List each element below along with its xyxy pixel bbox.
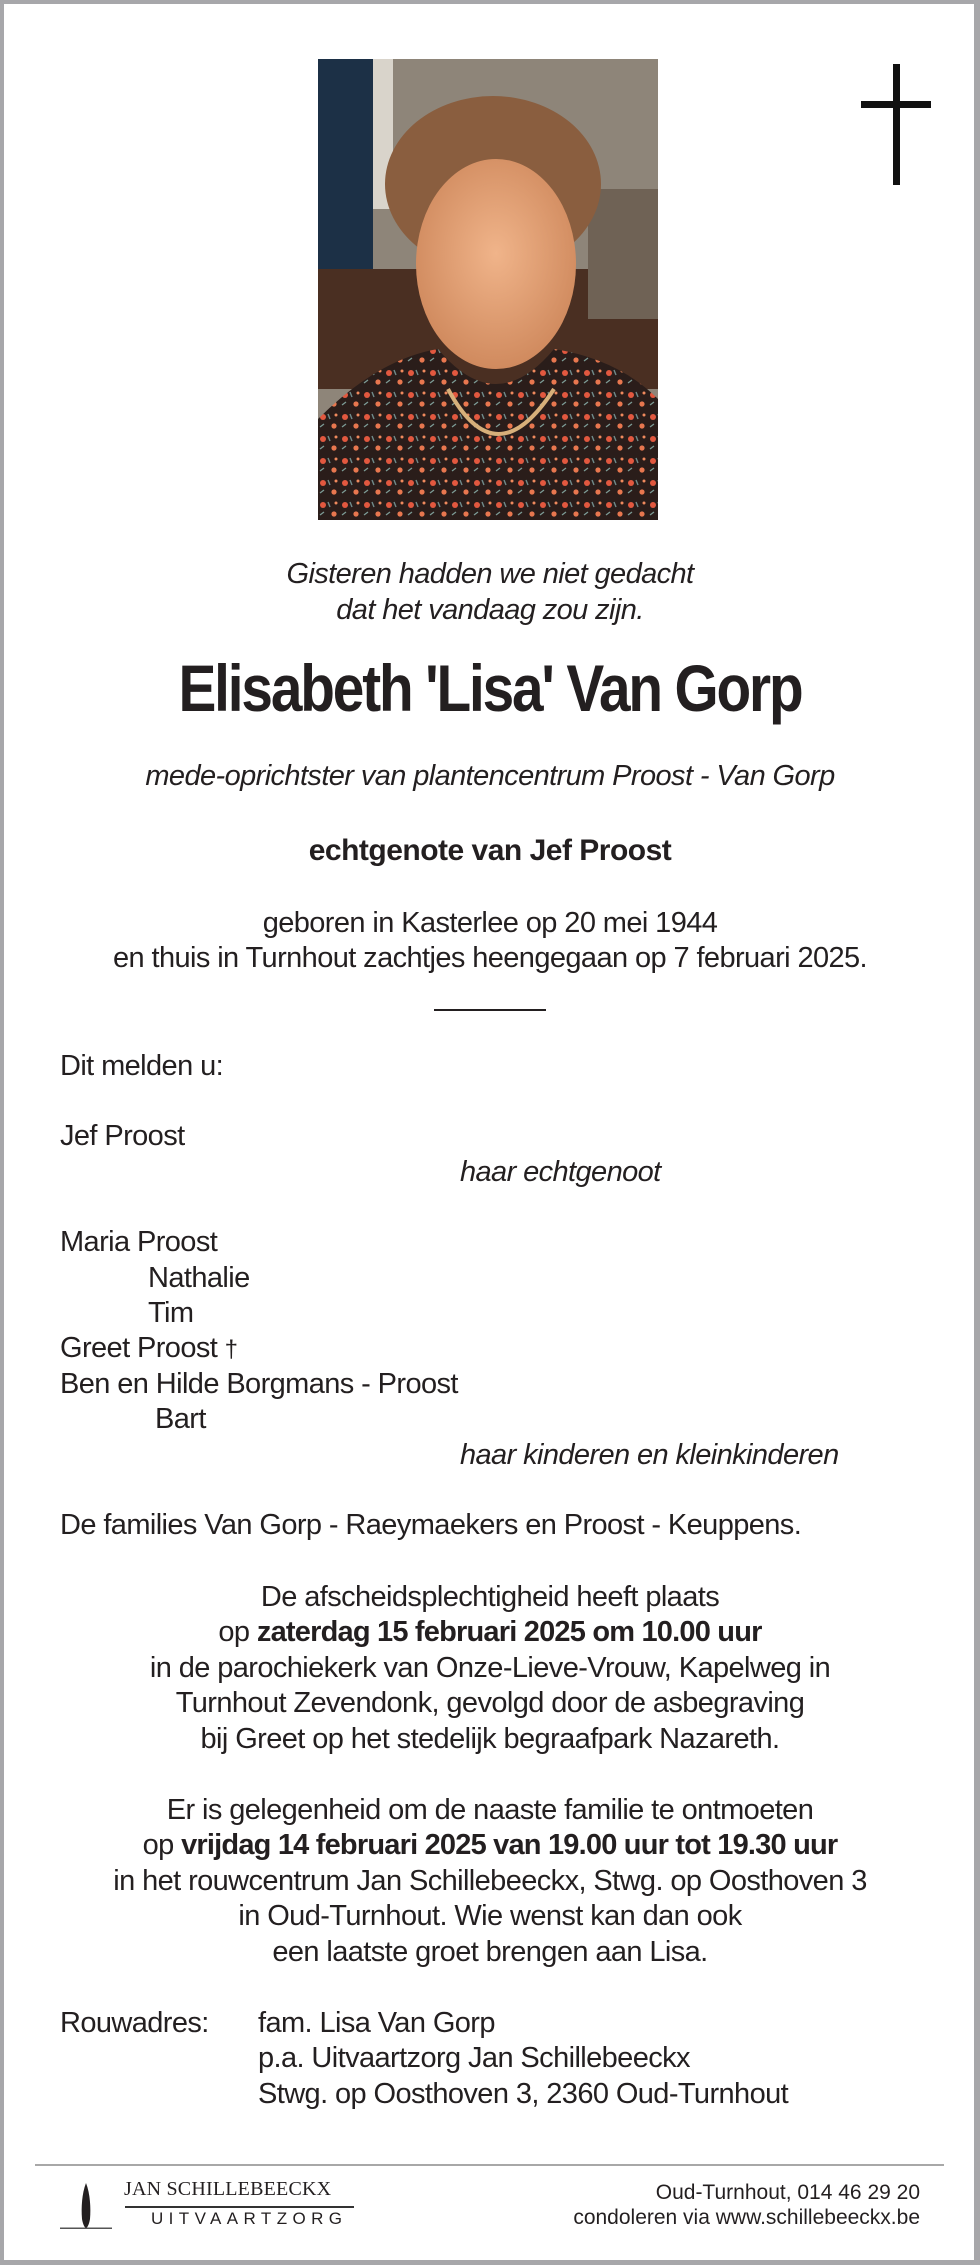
logo-subtitle: UITVAARTZORG bbox=[151, 2209, 348, 2228]
cypress-tree-icon bbox=[60, 2183, 112, 2229]
meeting-line-5: een laatste groet brengen aan Lisa. bbox=[272, 1936, 708, 1968]
portrait-photo bbox=[318, 59, 658, 520]
meeting-date-prefix: op bbox=[142, 1829, 182, 1861]
quote-line-2: dat het vandaag zou zijn. bbox=[336, 594, 644, 626]
spouse-name: Jef Proost bbox=[60, 1120, 185, 1152]
deceased-role: mede-oprichtster van plantencentrum Proost - Van Gorp bbox=[145, 760, 835, 792]
logo-rule bbox=[125, 2206, 354, 2208]
deceased-cross-icon: † bbox=[224, 1336, 238, 1363]
child-name: Greet Proost bbox=[60, 1332, 218, 1364]
grandchild-name: Bart bbox=[155, 1403, 206, 1435]
quote-line-1: Gisteren hadden we niet gedacht bbox=[286, 558, 694, 590]
footer-separator bbox=[35, 2164, 944, 2166]
mourning-address-line: p.a. Uitvaartzorg Jan Schillebeeckx bbox=[258, 2042, 690, 2074]
ceremony-line-5: bij Greet op het stedelijk begraafpark Nazareth. bbox=[200, 1723, 780, 1755]
funeral-home-contact: Oud-Turnhout, 014 46 29 20 bbox=[655, 2181, 920, 2204]
meeting-date: vrijdag 14 februari 2025 van 19.00 uur tot 19.30 uur bbox=[181, 1829, 838, 1861]
grandchild-name: Nathalie bbox=[148, 1262, 250, 1294]
meeting-line-2 bbox=[0, 1827, 980, 1863]
ceremony-line-1: De afscheidsplechtigheid heeft plaats bbox=[260, 1581, 720, 1613]
child-name: Ben en Hilde Borgmans - Proost bbox=[60, 1368, 458, 1400]
birth-line: geboren in Kasterlee op 20 mei 1944 bbox=[262, 907, 718, 939]
mourning-address-line: Stwg. op Oosthoven 3, 2360 Oud-Turnhout bbox=[258, 2078, 789, 2110]
cross-icon-bar bbox=[861, 101, 931, 108]
families-line: De families Van Gorp - Raeymaekers en Proost - Keuppens. bbox=[60, 1509, 802, 1541]
mourning-address-line: fam. Lisa Van Gorp bbox=[258, 2007, 495, 2039]
meeting-line-4: in Oud-Turnhout. Wie wenst kan dan ook bbox=[238, 1900, 742, 1932]
section-divider bbox=[434, 1009, 546, 1011]
meeting-line-3: in het rouwcentrum Jan Schillebeeckx, Stwg. op Oosthoven 3 bbox=[113, 1865, 867, 1897]
ceremony-line-4: Turnhout Zevendonk, gevolgd door de asbegraving bbox=[175, 1687, 805, 1719]
grandchild-name: Tim bbox=[148, 1297, 194, 1329]
meeting-line-1: Er is gelegenheid om de naaste familie te ontmoeten bbox=[166, 1794, 814, 1826]
ceremony-line-2 bbox=[0, 1614, 980, 1650]
mourning-address-label: Rouwadres: bbox=[60, 2007, 209, 2039]
spouse-line: echtgenote van Jef Proost bbox=[308, 834, 672, 867]
ceremony-line-3: in de parochiekerk van Onze-Lieve-Vrouw, Kapelweg in bbox=[149, 1652, 831, 1684]
cross-icon bbox=[893, 64, 900, 185]
child-name-deceased bbox=[60, 1330, 237, 1366]
announcement-intro: Dit melden u: bbox=[60, 1050, 224, 1082]
spouse-relation: haar echtgenoot bbox=[460, 1156, 661, 1188]
ceremony-date: zaterdag 15 februari 2025 om 10.00 uur bbox=[256, 1616, 762, 1648]
death-line: en thuis in Turnhout zachtjes heengegaan op 7 februari 2025. bbox=[112, 942, 868, 974]
portrait-image bbox=[318, 59, 658, 520]
deceased-name: Elisabeth 'Lisa' Van Gorp bbox=[178, 651, 802, 725]
logo-title: JAN SCHILLEBEECKX bbox=[124, 2178, 332, 2200]
child-name: Maria Proost bbox=[60, 1226, 218, 1258]
children-relation: haar kinderen en kleinkinderen bbox=[460, 1439, 839, 1471]
condolence-link[interactable]: condoleren via www.schillebeeckx.be bbox=[573, 2206, 920, 2229]
ceremony-date-prefix: op bbox=[218, 1616, 257, 1648]
